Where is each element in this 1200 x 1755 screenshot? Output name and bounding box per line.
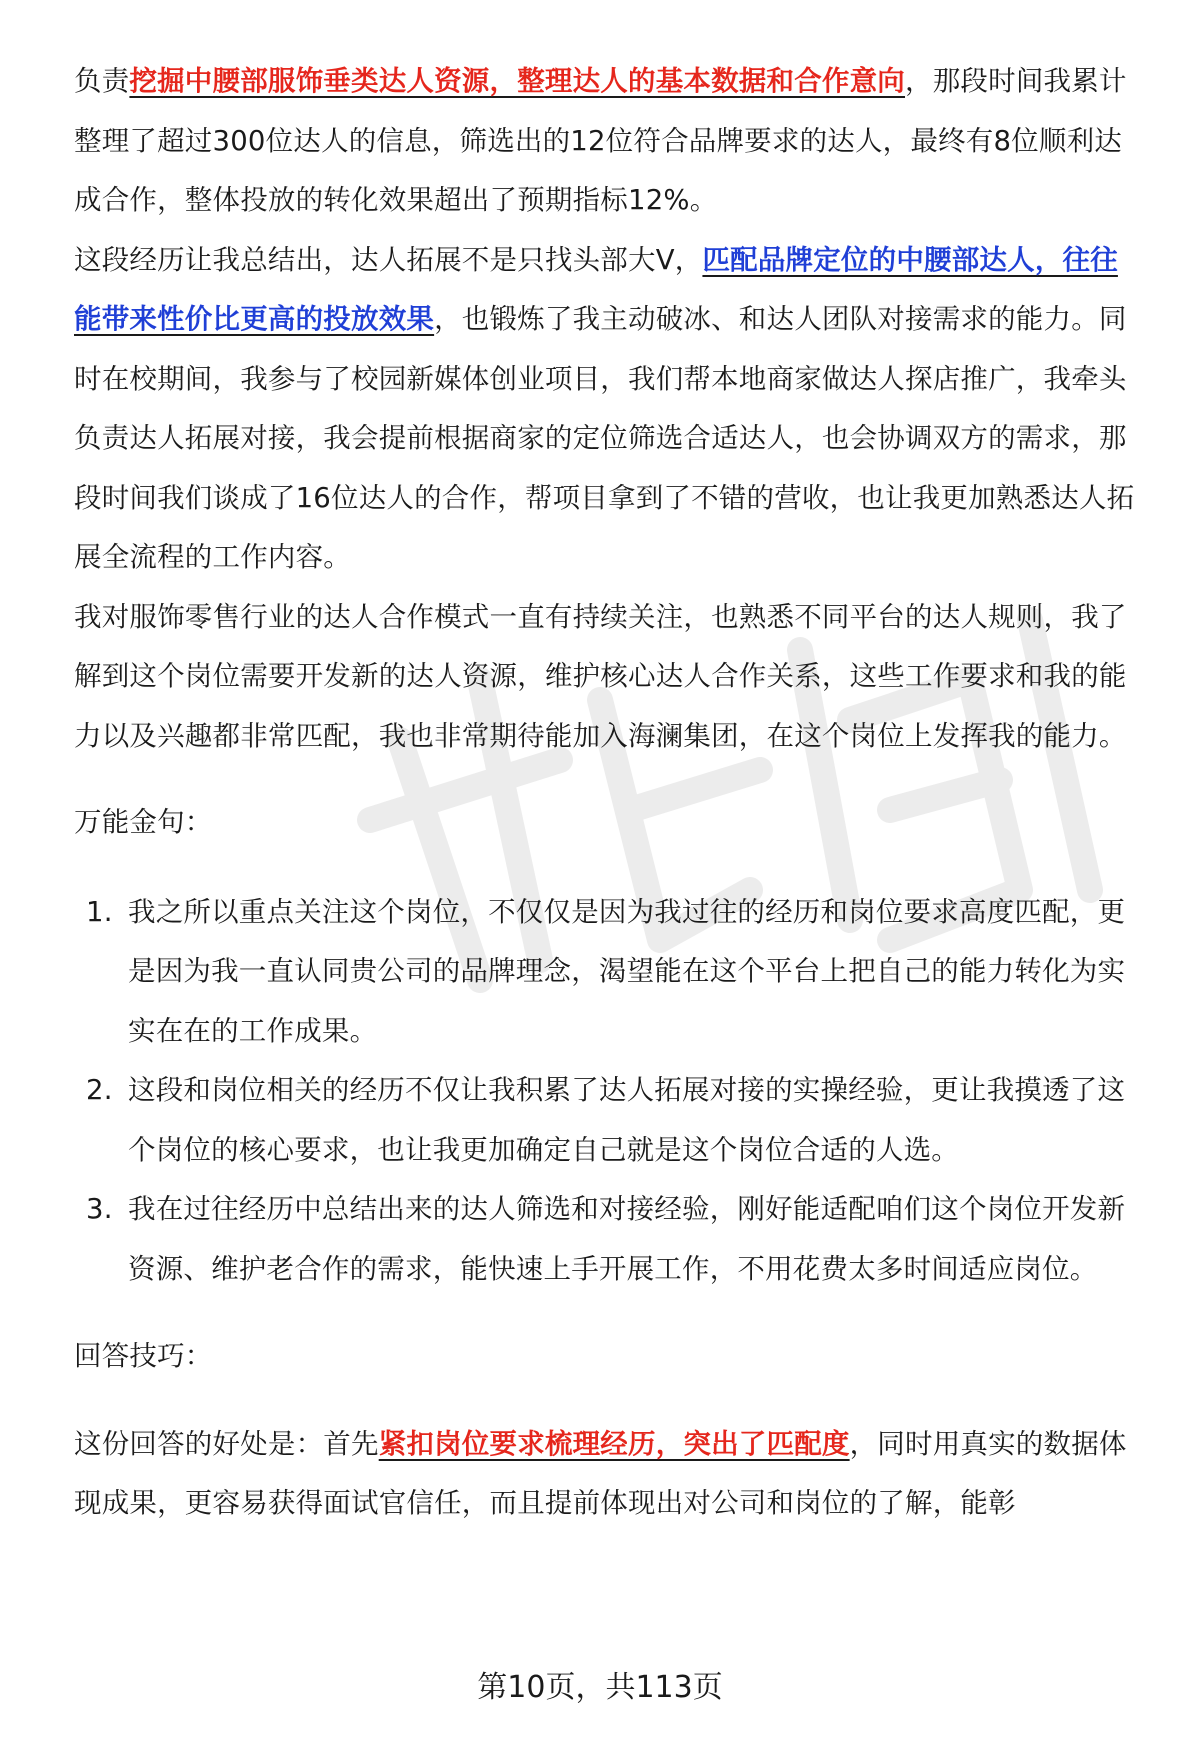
main-content — [74, 52, 1144, 1534]
paragraph-text: 我对服饰零售行业的达人合作模式一直有持续关注，也熟悉不同平台的达人规则，我了解到这个岗位需要开发新的达人资源，维护核心达人合作关系，这些工作要求和我的能力以及兴趣都非常匹配，我也非常期待能加入海澜集团，在这个岗位上发挥我的能力。 — [74, 600, 1127, 752]
highlight-red-text: 紧扣岗位要求梳理经历，突出了匹配度 — [378, 1427, 850, 1460]
paragraph-text: ，那段时间我累计整理了超过300位达人的信息，筛选出的12位符合品牌要求的达人，最终有8位顺利达成合作，整体投放的转化效果超出了预期指标12%。 — [74, 65, 1127, 216]
list-item-text: 我之所以重点关注这个岗位，不仅仅是因为我过往的经历和岗位要求高度匹配，更是因为我一直认同贵公司的品牌理念，渴望能在这个平台上把自己的能力转化为实实在在的工作成果。 — [128, 895, 1126, 1047]
list-item — [74, 1061, 1144, 1180]
page-number-footer: 第10页，共113页 — [477, 1670, 723, 1705]
list-number: 1. — [86, 895, 113, 928]
list-item — [74, 1180, 1144, 1299]
golden-sentences-title: 万能金句： — [74, 806, 213, 838]
highlight-blue-text: 匹配品牌定位的中腰部达人，往往能带来性价比更高的投放效果 — [74, 243, 1118, 335]
paragraph-summary — [74, 231, 1144, 588]
paragraph-tips — [74, 1415, 1144, 1534]
paragraph-motivation — [74, 588, 1144, 767]
list-number: 3. — [86, 1193, 113, 1225]
paragraph-text: ，也锻炼了我主动破冰、和达人团队对接需求的能力。同时在校期间，我参与了校园新媒体创业项目，我们帮本地商家做达人探店推广，我牵头负责达人拓展对接，我会提前根据商家的定位筛选合适达人，也会协调双方的需求，那段时间我们谈成了16位达人的合作，帮项目拿到了不错的营收，也让我更加熟悉达人拓展全流程的工作内容。 — [74, 303, 1135, 573]
paragraph-text: 负责 — [74, 65, 130, 97]
highlight-red-text: 挖掘中腰部服饰垂类达人资源，整理达人的基本数据和合作意向 — [129, 65, 906, 97]
answer-tips-title: 回答技巧： — [74, 1340, 213, 1372]
paragraph-text: 这份回答的好处是：首先 — [74, 1427, 379, 1460]
list-item-text: 我在过往经历中总结出来的达人筛选和对接经验，刚好能适配咱们这个岗位开发新资源、维护老合作的需求，能快速上手开展工作，不用花费太多时间适应岗位。 — [128, 1193, 1126, 1285]
golden-sentences-list — [74, 883, 1144, 1300]
paragraph-text: ，同时用真实的数据体现成果，更容易获得面试官信任，而且提前体现出对公司和岗位的了解，能彰 — [74, 1427, 1127, 1519]
list-item — [74, 883, 1144, 1062]
list-item-text: 这段和岗位相关的经历不仅让我积累了达人拓展对接的实操经验，更让我摸透了这个岗位的核心要求，也让我更加确定自己就是这个岗位合适的人选。 — [128, 1074, 1126, 1166]
paragraph-experience — [74, 52, 1144, 231]
paragraph-text: 这段经历让我总结出，达人拓展不是只找头部大V， — [74, 243, 703, 276]
list-number: 2. — [86, 1074, 113, 1106]
